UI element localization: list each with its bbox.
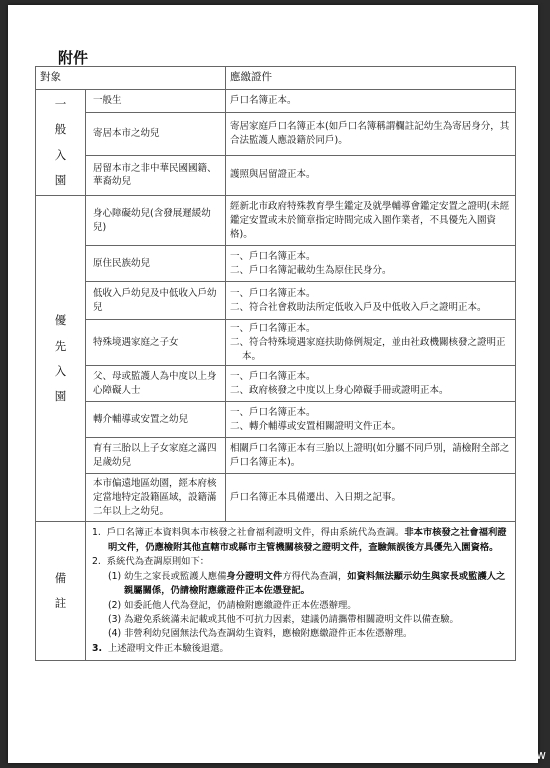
table-row [36,90,516,113]
target-cell: 居留本市之非中華民國國籍、華裔幼兒 [86,155,226,196]
proof-line: 護照與居留證正本。 [230,169,316,181]
table-row [36,320,516,366]
table-row [36,112,516,155]
category-notes: 備 註 [36,522,86,661]
proof-cell [226,320,516,366]
table-header-row [36,67,516,90]
proof-line: 一、戶口名簿正本。 [230,407,316,419]
table-row [36,438,516,474]
notes-row [36,522,516,661]
target-cell: 轉介輔導或安置之幼兒 [86,402,226,438]
proof-line: 戶口名簿正本具備遷出、入日期之記事。 [230,492,402,504]
target-cell: 特殊境遇家庭之子女 [86,320,226,366]
target-cell: 本市偏遠地區幼園，經本府核定當地特定設籍區域，設籍滿二年以上之幼兒。 [86,474,226,522]
proof-line: 一、戶口名簿正本。 [230,323,316,335]
note-2-4: (4) 非營利幼兒園無法代為查調幼生資料，應檢附應繳證件正本佐憑辦理。 [108,628,413,640]
note-2-3: (3) 為避免系統滿未記載或其他不可抗力因素，建議仍請攜帶相關證明文件以備查驗。 [108,613,459,625]
target-cell: 寄居本市之幼兒 [86,112,226,155]
proof-line: 二、政府核發之中度以上身心障礙手冊或證明正本。 [230,384,449,396]
page-title: 附件 [58,49,89,67]
watermark-url: http://ibeta.tw [460,748,546,762]
table-row [36,402,516,438]
proof-line: 一、戶口名簿正本。 [230,250,316,262]
proof-cell [226,438,516,474]
proof-line: 二、符合特殊境遇家庭扶助條例規定，並由社政機關核發之證明正本。 [230,336,506,362]
header-proof: 應繳證件 [226,67,516,90]
table-row [36,366,516,402]
notes-cell [86,522,516,661]
table-row [36,196,516,246]
proof-cell [226,402,516,438]
proof-cell [226,196,516,246]
proof-line: 二、轉介輔導或安置相關證明文件正本。 [230,420,402,432]
proof-cell [226,474,516,522]
proof-line: 一、戶口名簿正本。 [230,371,316,383]
note-1: 1. 戶口名簿正本資料與本市核發之社會福利證明文件，得由系統代為查調。非本市核發之社會福利證明文件，仍應檢附其他直轄市或縣市主管機關核發之證明文件，查驗無誤後方具優先入園資格。 [92,527,507,553]
target-cell: 身心障礙幼兒(含發展遲緩幼兒) [86,196,226,246]
table-row [36,246,516,282]
proof-line: 戶口名簿正本。 [230,94,297,106]
document-page [8,5,538,763]
proof-cell [226,246,516,282]
target-cell: 一般生 [86,90,226,113]
proof-cell [226,90,516,113]
table-body [36,90,516,522]
note-2-2: (2) 如委託他人代為登記，仍請檢附應繳證件正本佐憑辦理。 [108,599,357,611]
table-row [36,155,516,196]
target-cell: 父、母或監護人為中度以上身心障礙人士 [86,366,226,402]
table-row [36,474,516,522]
proof-line: 經新北市政府特殊教育學生鑑定及就學輔導會鑑定安置之證明(未經鑑定安置或未於簡章指定時間完成入園作業者，不具優先入園資格)。 [230,201,510,240]
proof-line: 二、戶口名簿記載幼生為原住民身分。 [230,264,392,276]
proof-line: 相關戶口名簿正本有三胎以上證明(如分屬不同戶別，請檢附全部之戶口名簿正本)。 [230,443,510,468]
header-target: 對象 [36,67,226,90]
proof-cell [226,112,516,155]
target-cell: 育有三胎以上子女家庭之滿四足歲幼兒 [86,438,226,474]
proof-cell [226,282,516,320]
proof-cell [226,155,516,196]
table-row [36,282,516,320]
proof-line: 二、符合社會救助法所定低收入戶及中低收入戶之證明正本。 [230,301,487,313]
category-priority: 優 先 入 園 [36,196,86,522]
note-3: 3. 上述證明文件正本驗後退還。 [92,642,229,654]
note-2-1: (1) 幼生之家長或監護人應備身分證明文件方得代為查調，如資料無法顯示幼生與家長或監護人之親屬關係，仍請檢附應繳證件正本佐憑登記。 [108,570,506,597]
target-cell: 原住民族幼兒 [86,246,226,282]
proof-line: 一、戶口名簿正本。 [230,287,316,299]
proof-cell [226,366,516,402]
target-cell: 低收入戶幼兒及中低收入戶幼兒 [86,282,226,320]
category-general: 一 般 入 園 [36,90,86,196]
note-2: 2. 系統代為查調原則如下： [92,556,210,568]
requirements-table [35,66,516,661]
proof-line: 寄居家庭戶口名簿正本(如戶口名簿稱謂欄註記幼生為寄居身分，其合法監護人應設籍於同戶)。 [230,120,510,146]
